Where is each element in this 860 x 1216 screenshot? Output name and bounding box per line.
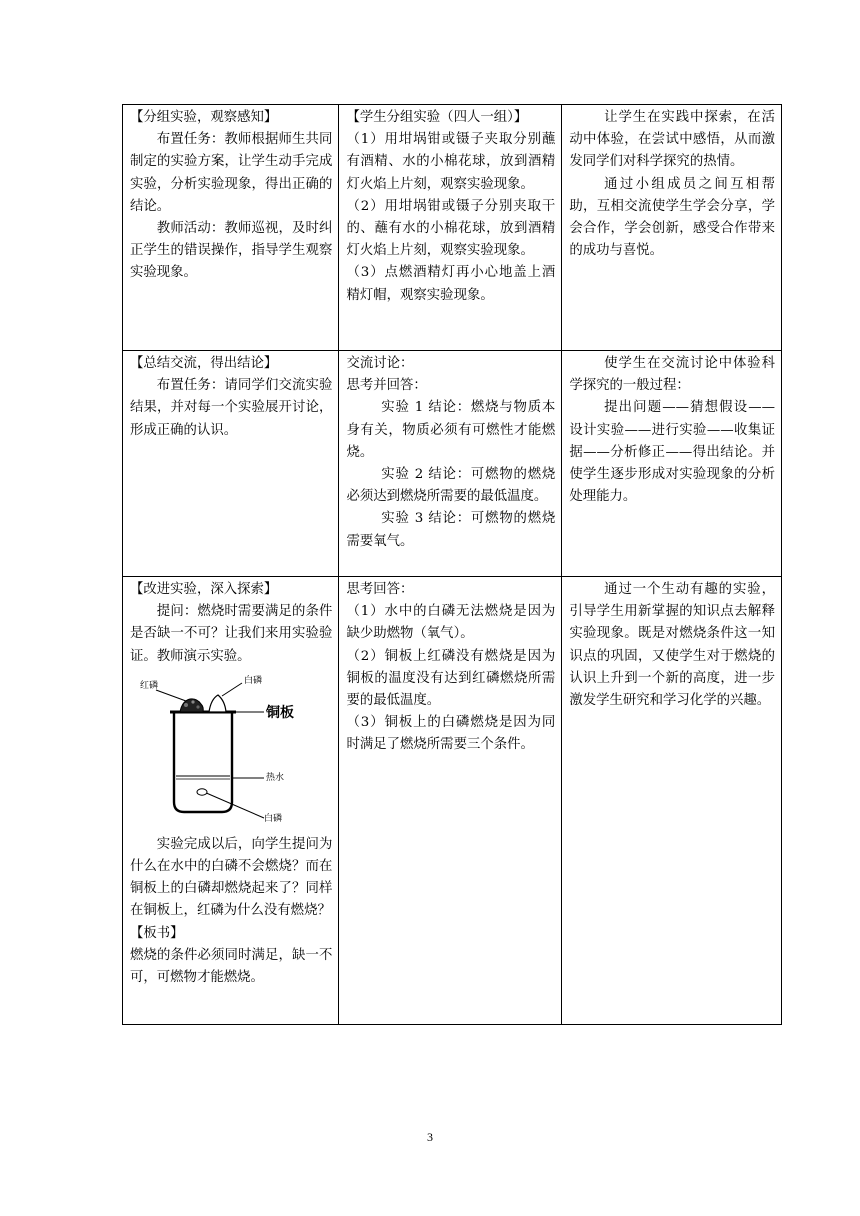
design-intent-cell [562, 351, 782, 577]
phosphorus-experiment-figure [130, 674, 326, 826]
student-activity-cell [339, 105, 562, 351]
white-phosphorus-top-label: 白磷 [244, 675, 263, 686]
teacher-activity-cell [123, 105, 339, 351]
experiment-diagram [130, 674, 326, 826]
paragraph: 通过一个生动有趣的实验，引导学生用新掌握的知识点去解释实验现象。既是对燃烧条件这一知识点的巩固，又使学生对于燃烧的认识上升到一个新的高度，进一步激发学生研究和学习化学的兴趣。 [569, 582, 775, 709]
answer-item: （3）铜板上的白磷燃烧是因为同时满足了燃烧所需要三个条件。 [346, 715, 556, 753]
list-item: （1）用坩埚钳或镊子夹取分别蘸有酒精、水的小棉花球，放到酒精灯火焰上片刻，观察实验现象。 [346, 132, 556, 192]
board-heading: 【板书】 [130, 925, 184, 941]
table-row [123, 577, 782, 1025]
paragraph: 让学生在实践中探索，在活动中体验，在尝试中感悟，从而激发同学们对科学探究的热情。 [569, 110, 775, 170]
list-item: （3）点燃酒精灯再小心地盖上酒精灯帽，观察实验现象。 [346, 265, 556, 303]
paragraph: 实验完成以后，向学生提问为什么在水中的白磷不会燃烧？而在铜板上的白磷却燃烧起来了？同样在铜板上，红磷为什么没有燃烧？ [130, 836, 333, 919]
conclusion: 实验 1 结论：燃烧与物质本身有关，物质必须有可燃性才能燃烧。 [346, 400, 556, 460]
paragraph: 布置任务：请同学们交流实验结果，并对每一个实验展开讨论，形成正确的认识。 [130, 378, 333, 438]
page-number: 3 [427, 1130, 433, 1144]
student-activity-cell [339, 577, 562, 1025]
section-heading: 【学生分组实验（四人一组）】 [346, 110, 528, 125]
answer-item: （2）铜板上红磷没有燃烧是因为铜板的温度没有达到红磷燃烧所需要的最低温度。 [346, 648, 556, 709]
table-row [123, 105, 782, 351]
paragraph: 布置任务：教师根据师生共同制定的实验方案，让学生动手完成实验，分析实验现象，得出正确的结论。 [130, 132, 333, 214]
student-activity-cell [339, 351, 562, 577]
list-item: （2）用坩埚钳或镊子分别夹取干的、蘸有水的小棉花球，放到酒精灯火焰上片刻，观察实验现象。 [346, 198, 556, 259]
table-row [123, 351, 782, 577]
text-line: 交流讨论： [346, 356, 414, 371]
paragraph: 通过小组成员之间互相帮助，互相交流使学生学会分享，学会合作，学会创新，感受合作带来的成功与喜悦。 [569, 176, 775, 259]
paragraph: 教师活动：教师巡视，及时纠正学生的错误操作，指导学生观察实验现象。 [130, 221, 333, 281]
white-phosphorus-bottom-label: 白磷 [264, 813, 283, 824]
text-line: 思考并回答： [346, 378, 427, 394]
design-intent-cell [562, 105, 782, 351]
text-line: 思考回答： [346, 582, 414, 597]
lesson-plan-table [122, 104, 782, 1025]
board-text: 燃烧的条件必须同时满足，缺一不可，可燃物才能燃烧。 [130, 947, 333, 986]
answer-item: （1）水中的白磷无法燃烧是因为缺少助燃物（氧气）。 [346, 604, 556, 642]
paragraph: 提问：燃烧时需要满足的条件是否缺一不可？让我们来用实验验证。教师演示实验。 [130, 604, 333, 664]
section-heading: 【总结交流，得出结论】 [130, 356, 278, 371]
paragraph: 使学生在交流讨论中体验科学探究的一般过程： [569, 356, 775, 394]
copper-plate-label: 铜板 [266, 704, 294, 721]
conclusion: 实验 2 结论：可燃物的燃烧必须达到燃烧所需要的最低温度。 [346, 467, 556, 505]
paragraph: 提出问题——猜想假设——设计实验——进行实验——收集证据——分析修正——得出结论。并使学生逐步形成对实验现象的分析处理能力。 [569, 400, 775, 505]
teacher-activity-cell [123, 351, 339, 577]
section-heading: 【分组实验，观察感知】 [130, 110, 278, 125]
conclusion: 实验 3 结论：可燃物的燃烧需要氧气。 [346, 511, 556, 549]
red-phosphorus-label: 红磷 [140, 680, 159, 691]
teacher-activity-cell [123, 577, 339, 1025]
section-heading: 【改进实验，深入探索】 [130, 582, 278, 597]
hot-water-label: 热水 [266, 772, 285, 783]
design-intent-cell [562, 577, 782, 1025]
